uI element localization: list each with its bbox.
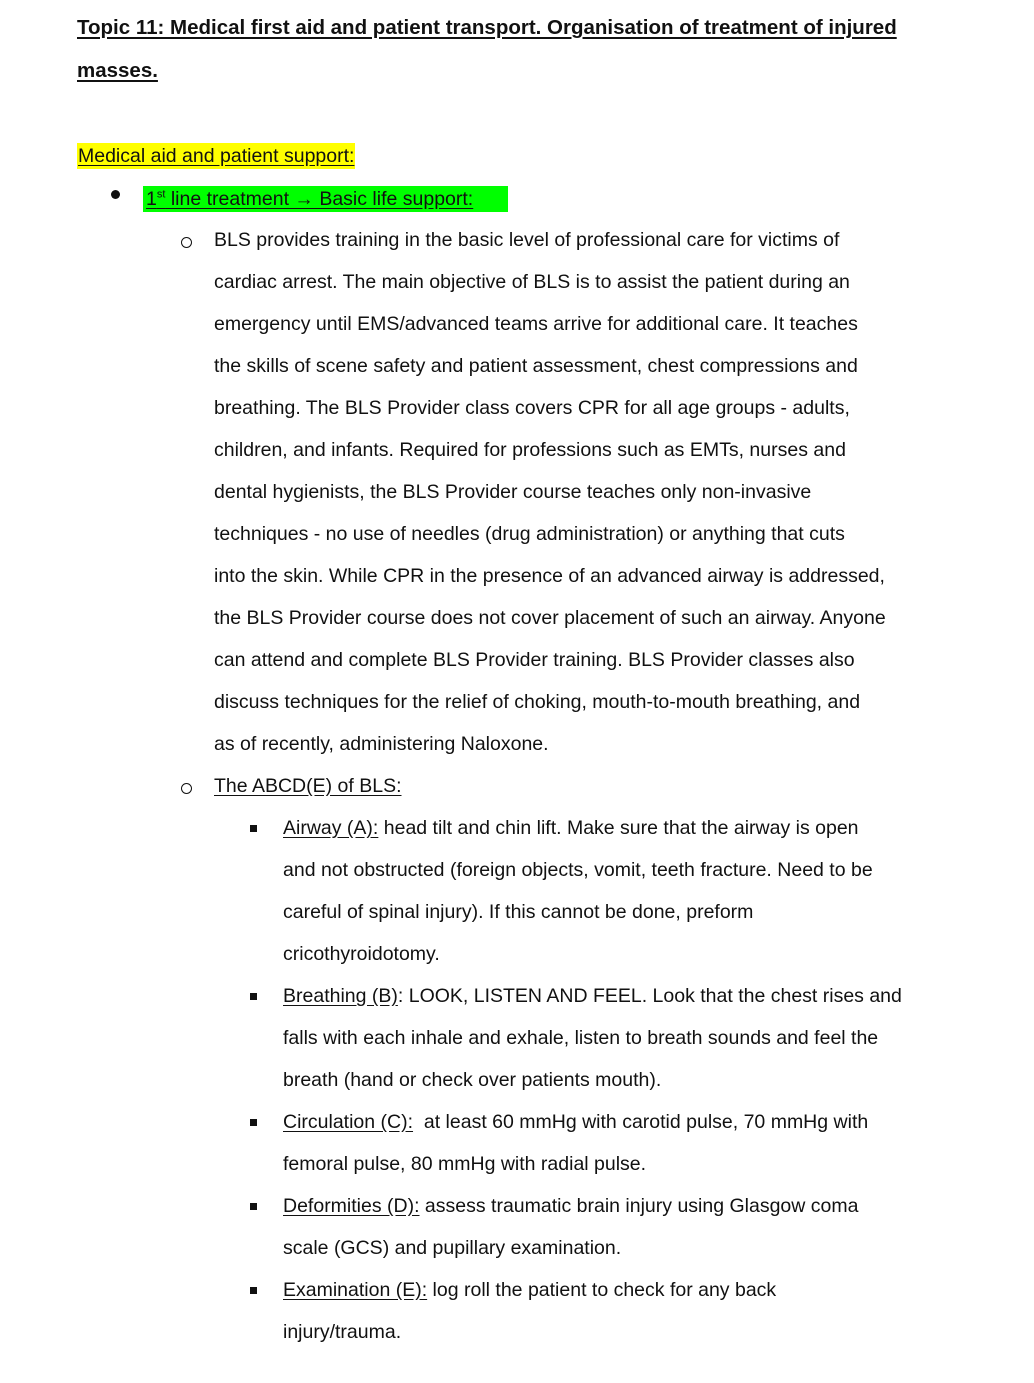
item-term: Breathing (B): [283, 985, 398, 1007]
item-line: femoral pulse, 80 mmHg with radial pulse.: [283, 1153, 647, 1175]
item-first-line: [283, 1101, 943, 1143]
item-line: scale (GCS) and pupillary examination.: [283, 1237, 622, 1259]
square-bullet-icon: [250, 825, 257, 832]
ordinal-suffix: st: [156, 188, 166, 201]
paragraph-line: discuss techniques for the relief of choking, mouth-to-mouth breathing, and: [214, 691, 861, 713]
paragraph-line: emergency until EMS/advanced teams arrive for additional care. It teaches: [214, 313, 858, 335]
breathing-item: [283, 975, 943, 1101]
section-heading: Medical aid and patient support:: [78, 145, 355, 167]
paragraph-line: BLS provides training in the basic level of professional care for victims of: [214, 229, 840, 251]
item-text: head tilt and chin lift. Make sure that the airway is open: [378, 817, 859, 839]
item-line: and not obstructed (foreign objects, vomit, teeth fracture. Need to be: [283, 859, 873, 881]
item-first-line: [283, 1185, 943, 1227]
item-text: log roll the patient to check for any back: [427, 1279, 777, 1301]
bls-description-paragraph: [214, 219, 944, 765]
circulation-item: [283, 1101, 943, 1185]
ordinal-number: 1: [146, 188, 157, 210]
item-text: : LOOK, LISTEN AND FEEL. Look that the chest rises and: [397, 985, 902, 1007]
paragraph-line: dental hygienists, the BLS Provider course teaches only non-invasive: [214, 481, 812, 503]
hollow-circle-bullet-icon: [181, 783, 192, 794]
item-first-line: [283, 807, 943, 849]
item-line: injury/trauma.: [283, 1321, 402, 1343]
abcde-heading: The ABCD(E) of BLS:: [214, 775, 402, 797]
paragraph-line: techniques - no use of needles (drug administration) or anything that cuts: [214, 523, 845, 545]
paragraph-line: cardiac arrest. The main objective of BLS is to assist the patient during an: [214, 271, 850, 293]
square-bullet-icon: [250, 1287, 257, 1294]
paragraph-line: the BLS Provider course does not cover placement of such an airway. Anyone: [214, 607, 886, 629]
item-text: assess traumatic brain injury using Glasgow coma: [419, 1195, 859, 1217]
item-text: at least 60 mmHg with carotid pulse, 70 mmHg with: [413, 1111, 869, 1133]
item-term: Circulation (C):: [283, 1111, 414, 1133]
item-first-line: [283, 1269, 943, 1311]
examination-item: [283, 1269, 943, 1353]
square-bullet-icon: [250, 1119, 257, 1126]
first-line-treatment-heading: [143, 186, 508, 212]
square-bullet-icon: [250, 1203, 257, 1210]
paragraph-line: can attend and complete BLS Provider training. BLS Provider classes also: [214, 649, 855, 671]
bullet-dot-icon: [111, 190, 120, 199]
item-line: cricothyroidotomy.: [283, 943, 440, 965]
topic-title-line-2: masses.: [77, 59, 158, 82]
item-line: falls with each inhale and exhale, listen to breath sounds and feel the: [283, 1027, 879, 1049]
paragraph-line: into the skin. While CPR in the presence of an advanced airway is addressed,: [214, 565, 885, 587]
square-bullet-icon: [250, 993, 257, 1000]
deformities-item: [283, 1185, 943, 1269]
item-term: Airway (A):: [283, 817, 379, 839]
item-term: Examination (E):: [283, 1279, 428, 1301]
airway-item: [283, 807, 943, 975]
paragraph-line: breathing. The BLS Provider class covers CPR for all age groups - adults,: [214, 397, 850, 419]
abcde-heading-block: [214, 765, 944, 807]
item-first-line: [283, 975, 943, 1017]
hollow-circle-bullet-icon: [181, 237, 192, 248]
item-line: careful of spinal injury). If this cannot be done, preform: [283, 901, 754, 923]
paragraph-line: as of recently, administering Naloxone.: [214, 733, 549, 755]
first-line-treatment-label: line treatment → Basic life support:: [165, 188, 474, 210]
item-line: breath (hand or check over patients mouth).: [283, 1069, 662, 1091]
paragraph-line: children, and infants. Required for professions such as EMTs, nurses and: [214, 439, 846, 461]
item-term: Deformities (D):: [283, 1195, 420, 1217]
paragraph-line: the skills of scene safety and patient assessment, chest compressions and: [214, 355, 858, 377]
topic-title-line-1: Topic 11: Medical first aid and patient transport. Organisation of treatment of injured: [77, 16, 897, 39]
